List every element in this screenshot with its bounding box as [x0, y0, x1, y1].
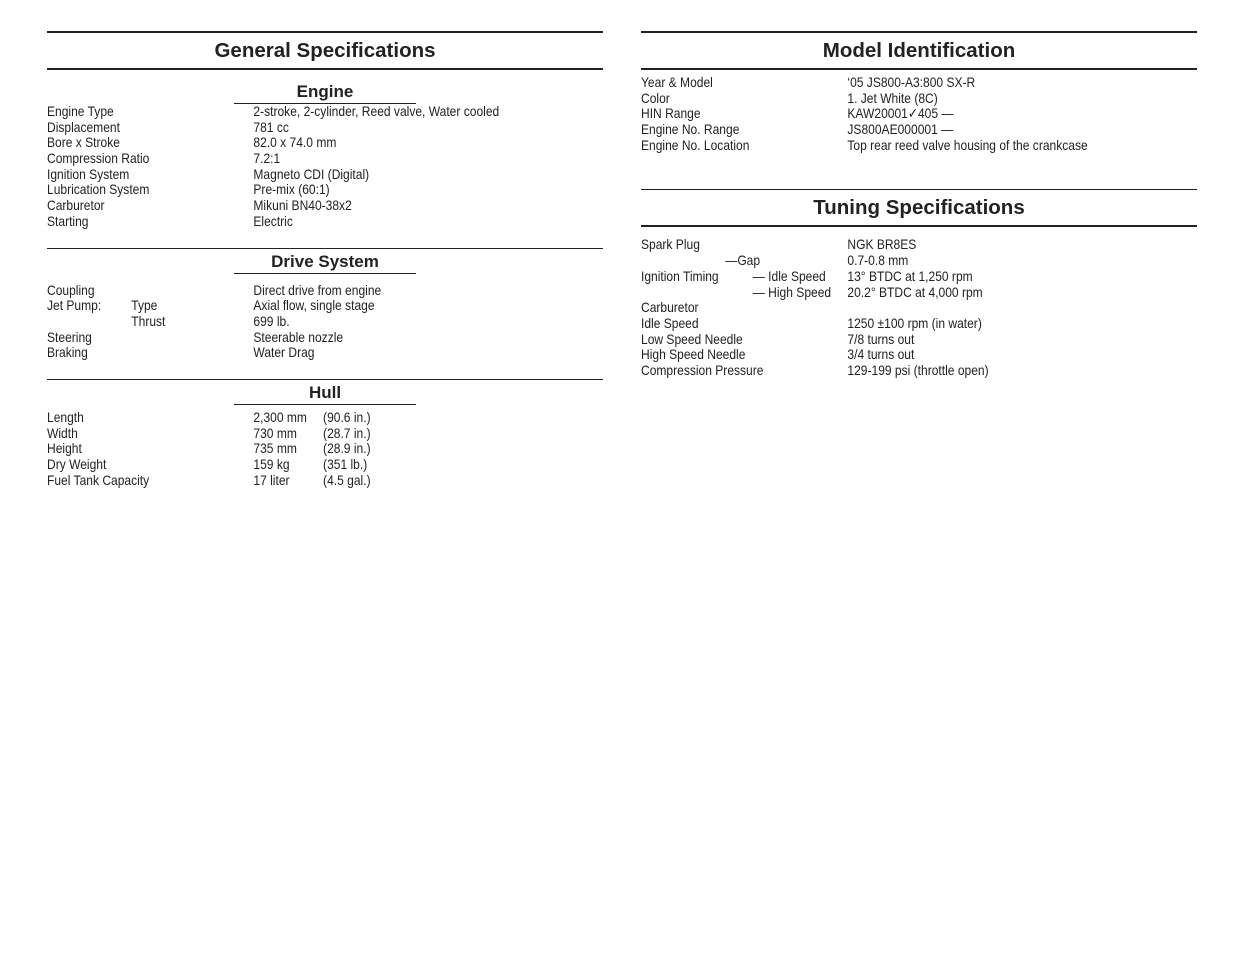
- model-identification-list: [641, 75, 1119, 153]
- spec-label: Coupling: [47, 281, 95, 298]
- tuning-specifications-list: [641, 237, 1119, 378]
- spec-label: Compression Pressure: [641, 361, 764, 378]
- spec-sublabel: — Idle Speed: [752, 267, 826, 284]
- spec-label: Carburetor: [47, 197, 105, 214]
- hull-metric-value: 159 kg: [253, 456, 290, 472]
- spec-label: Year & Model: [641, 74, 713, 90]
- spec-row: [641, 332, 1119, 348]
- spec-value: Magneto CDI (Digital): [253, 165, 370, 182]
- spec-label: Height: [47, 440, 82, 457]
- spec-row: [47, 457, 525, 473]
- spec-label: Width: [47, 424, 78, 441]
- spec-label: Idle Speed: [641, 314, 699, 331]
- spec-row: [47, 314, 525, 330]
- spec-label: Displacement: [47, 118, 120, 135]
- spec-value: 7.2:1: [253, 150, 281, 167]
- hull-imperial-value: (351 lb.): [323, 456, 368, 472]
- spec-value: 699 lb.: [253, 312, 290, 329]
- spec-row: [47, 182, 525, 198]
- spec-label: Steering: [47, 328, 92, 345]
- spec-label: Lubrication System: [47, 181, 150, 198]
- spec-value: 20.2° BTDC at 4,000 rpm: [847, 283, 983, 300]
- hull-metric-value: 17 liter: [253, 471, 290, 488]
- spec-row: [47, 441, 525, 457]
- spec-label: Bore x Stroke: [47, 134, 120, 151]
- spec-label: Compression Ratio: [47, 150, 150, 167]
- spec-value: KAW20001✓405 —: [847, 105, 954, 122]
- hull-metric-value: 730 mm: [253, 424, 297, 441]
- spec-row: [47, 298, 525, 314]
- spec-row: [47, 120, 525, 136]
- spec-value: Electric: [253, 212, 293, 229]
- spec-row: [47, 167, 525, 183]
- spec-row: [641, 300, 1119, 316]
- spec-row: [641, 122, 1119, 138]
- spec-row: [47, 283, 525, 299]
- spec-row: [47, 104, 525, 120]
- drive-subhead-wrap: [47, 249, 603, 273]
- spec-value: JS800AE000001 —: [847, 121, 954, 138]
- spec-row: [47, 410, 525, 426]
- spec-label: Fuel Tank Capacity: [47, 471, 150, 488]
- hull-imperial-value: (28.9 in.): [323, 440, 371, 457]
- spec-row: [641, 285, 1119, 301]
- spec-row: [47, 214, 525, 230]
- spec-row: [47, 198, 525, 214]
- spec-row: [641, 237, 1119, 253]
- spec-row: [47, 330, 525, 346]
- spec-value: 1250 ±100 rpm (in water): [847, 314, 982, 331]
- spec-row: [641, 91, 1119, 107]
- general-specifications-title: General Specifications: [47, 31, 603, 70]
- spec-sublabel: — High Speed: [752, 283, 832, 300]
- spec-row: [641, 363, 1119, 379]
- spec-label: Length: [47, 408, 84, 425]
- model-identification-section: [641, 31, 1197, 379]
- tuning-specifications-title: Tuning Specifications: [641, 189, 1197, 227]
- spec-label: Carburetor: [641, 299, 699, 316]
- spec-row: [47, 426, 525, 442]
- spec-row: [641, 347, 1119, 363]
- spec-value: 129-199 psi (throttle open): [847, 361, 989, 378]
- spec-value: 7/8 turns out: [847, 330, 915, 347]
- spec-row: [641, 75, 1119, 91]
- model-identification-title: Model Identification: [641, 31, 1197, 70]
- spec-value: Steerable nozzle: [253, 328, 344, 345]
- spec-value: 82.0 x 74.0 mm: [253, 134, 337, 151]
- spec-label: Ignition Timing: [641, 267, 719, 284]
- spec-label: Braking: [47, 344, 88, 361]
- spec-value: 0.7-0.8 mm: [847, 252, 909, 269]
- spec-label: Color: [641, 89, 670, 106]
- spec-label: Starting: [47, 212, 89, 229]
- hull-imperial-value: (90.6 in.): [323, 408, 371, 425]
- spec-row: [47, 135, 525, 151]
- spec-value: 13° BTDC at 1,250 rpm: [847, 267, 973, 284]
- spec-value: Axial flow, single stage: [253, 297, 375, 314]
- spec-label: Engine No. Range: [641, 121, 740, 138]
- drive-system-heading: Drive System: [234, 252, 416, 274]
- spec-label: High Speed Needle: [641, 346, 746, 363]
- spec-label: Engine Type: [47, 103, 114, 119]
- spec-value: 1. Jet White (8C): [847, 89, 938, 106]
- spec-label: Low Speed Needle: [641, 330, 743, 347]
- spec-sublabel: Type: [131, 297, 158, 314]
- spec-row: [641, 269, 1119, 285]
- spec-label: HIN Range: [641, 105, 701, 122]
- hull-metric-value: 735 mm: [253, 440, 297, 457]
- general-specifications-section: [47, 31, 603, 488]
- hull-imperial-value: (4.5 gal.): [323, 471, 371, 488]
- spec-value: Pre-mix (60:1): [253, 181, 330, 198]
- spec-row: [641, 106, 1119, 122]
- spec-value: NGK BR8ES: [847, 236, 917, 253]
- spec-value: ‘05 JS800-A3:800 SX-R: [847, 74, 976, 90]
- spec-label: Dry Weight: [47, 456, 107, 472]
- drive-system-spec-list: [47, 283, 525, 361]
- spec-row: [641, 316, 1119, 332]
- spec-row: [641, 253, 1119, 269]
- spec-value: 3/4 turns out: [847, 346, 915, 363]
- spec-value: Top rear reed valve housing of the crankcase: [847, 136, 1088, 153]
- spec-row: [47, 151, 525, 167]
- hull-subhead-wrap: [47, 380, 603, 404]
- spec-label: Ignition System: [47, 165, 130, 182]
- spec-label: Engine No. Location: [641, 136, 750, 153]
- spec-value: Mikuni BN40-38x2: [253, 197, 352, 214]
- spec-value: 781 cc: [253, 118, 289, 135]
- spec-value: 2-stroke, 2-cylinder, Reed valve, Water cooled: [253, 103, 500, 119]
- spec-label: Jet Pump:: [47, 297, 102, 314]
- spec-label: Spark Plug: [641, 236, 700, 253]
- spec-sublabel: —Gap: [725, 252, 761, 269]
- engine-subhead-wrap: [47, 70, 603, 104]
- spec-sublabel: Thrust: [131, 312, 166, 329]
- spec-row: [47, 345, 525, 361]
- spec-value: Direct drive from engine: [253, 281, 382, 298]
- hull-metric-value: 2,300 mm: [253, 408, 307, 425]
- engine-heading: Engine: [234, 82, 416, 104]
- hull-heading: Hull: [234, 383, 416, 405]
- spec-value: Water Drag: [253, 344, 315, 361]
- spec-row: [47, 473, 525, 489]
- hull-spec-list: [47, 410, 525, 488]
- engine-spec-list: [47, 104, 525, 230]
- spec-row: [641, 138, 1119, 154]
- hull-imperial-value: (28.7 in.): [323, 424, 371, 441]
